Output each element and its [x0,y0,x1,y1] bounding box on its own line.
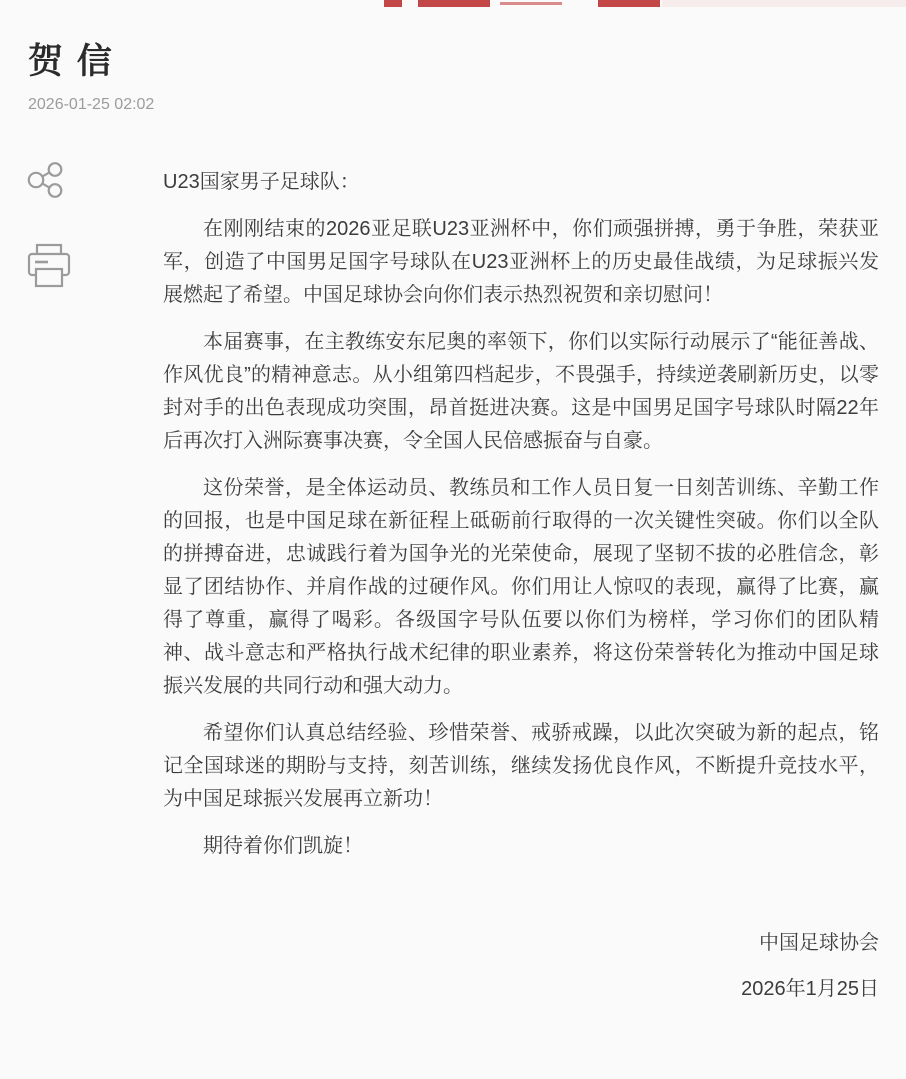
letter-salutation: U23国家男子足球队： [163,171,360,193]
top-cutoff-bar-light [662,0,906,7]
letter-paragraph: 期待着你们凯旋！ [203,835,363,857]
letter-paragraph: 在刚刚结束的2026亚足联U23亚洲杯中，你们顽强拼搏，勇于争胜，荣获亚军，创造了中国男足国字号球队在U23亚洲杯上的历史最佳战绩，为足球振兴发展燃起了希望。中国足球协会向你们表示热烈祝贺和亲切慰问！ [163,218,879,306]
publish-date: 2026-01-25 02:02 [28,95,155,113]
letter-paragraph: 希望你们认真总结经验、珍惜荣誉、戒骄戒躁，以此次突破为新的起点，铭记全国球迷的期盼与支持，刻苦训练，继续发扬优良作风，不断提升竞技水平，为中国足球振兴发展再立新功！ [163,722,879,810]
top-cutoff-bar [384,0,402,7]
letter-signature-date: 2026年1月25日 [741,978,879,1000]
top-cutoff-bar [598,0,660,7]
article-toolbar [27,161,71,289]
page-title: 贺 信 [28,42,114,81]
share-icon [27,187,65,202]
print-button[interactable] [27,243,71,289]
share-button[interactable] [27,161,65,199]
letter-signature: 中国足球协会 [759,932,879,954]
top-cutoff-bar [418,0,490,7]
letter-paragraph: 这份荣誉，是全体运动员、教练员和工作人员日复一日刻苦训练、辛勤工作的回报，也是中国足球在新征程上砥砺前行取得的一次关键性突破。你们以全队的拼搏奋进，忠诚践行着为国争光的光荣使命，展现了坚韧不拔的必胜信念，彰显了团结协作、并肩作战的过硬作风。你们用让人惊叹的表现，赢得了比赛，赢得了尊重，赢得了喝彩。各级国字号队伍要以你们为榜样，学习你们的团队精神、战斗意志和严格执行战术纪律的职业素养，将这份荣誉转化为推动中国足球振兴发展的共同行动和强大动力。 [163,477,879,697]
letter-body [163,166,879,1006]
letter-paragraph: 本届赛事，在主教练安东尼奥的率领下，你们以实际行动展示了“能征善战、作风优良”的精神意志。从小组第四档起步，不畏强手，持续逆袭刷新历史，以零封对手的出色表现成功突围，昂首挺进决赛。这是中国男足国字号球队时隔22年后再次打入洲际赛事决赛，令全国人民倍感振奋与自豪。 [163,331,879,452]
print-icon [27,277,71,292]
article-header [28,40,154,114]
top-cutoff-line [500,2,562,5]
